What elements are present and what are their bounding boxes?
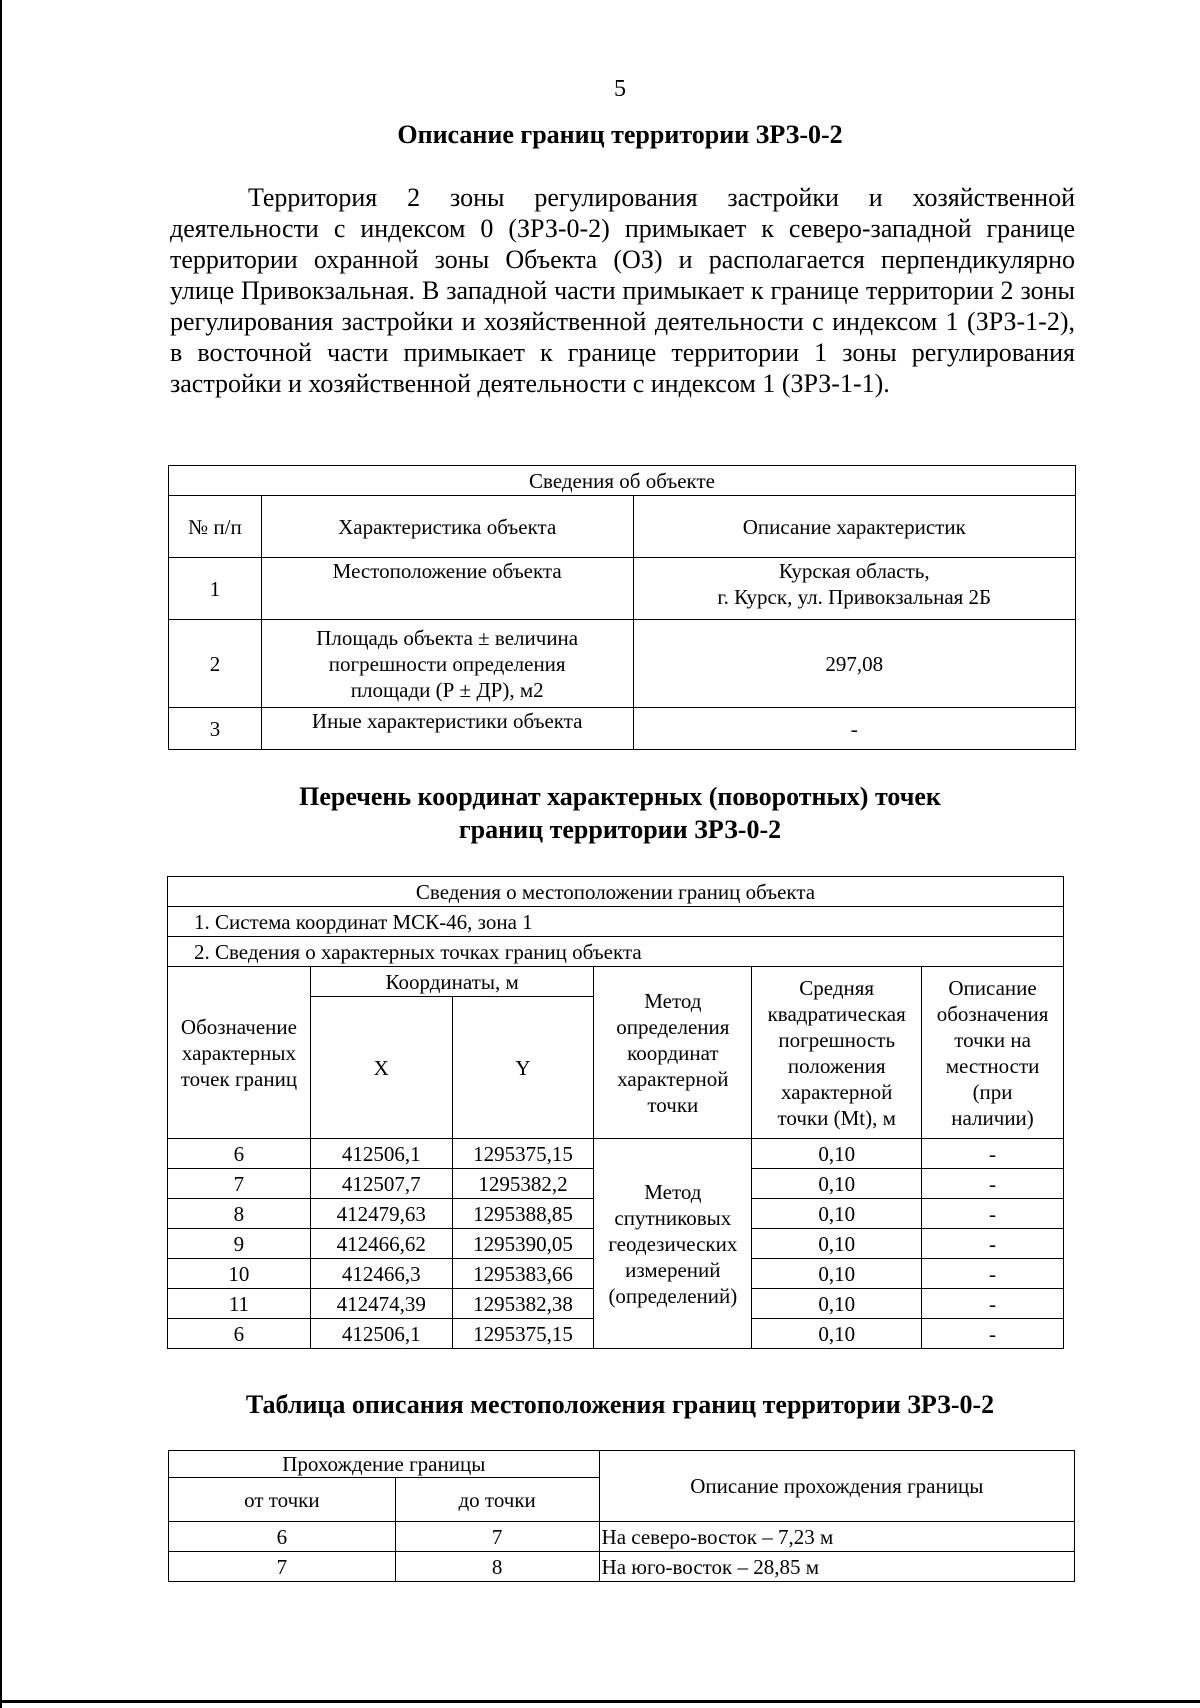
header-line: Описание [948, 975, 1037, 1000]
method-value [594, 1139, 752, 1349]
header-method [594, 967, 752, 1139]
passage-to: 8 [395, 1552, 599, 1582]
point-x: 412507,7 [310, 1169, 452, 1199]
point-y: 1295390,05 [452, 1229, 594, 1259]
desc-line: Курская область, [778, 559, 930, 583]
header-line: точки на [954, 1027, 1031, 1052]
header-line: точек границ [180, 1066, 298, 1091]
point-desc: - [922, 1259, 1064, 1289]
point-desc: - [922, 1229, 1064, 1259]
passage-to: 7 [395, 1522, 599, 1552]
header-line: характерной [781, 1079, 893, 1104]
point-id: 7 [168, 1169, 311, 1199]
point-mt: 0,10 [752, 1319, 922, 1349]
boundary-passage-table [168, 1450, 1075, 1582]
section-title-coordinates-line2: границ территории ЗРЗ-0-2 [458, 815, 782, 844]
passage-desc: На северо-восток – 7,23 м [599, 1522, 1074, 1552]
header-line: Обозначение [180, 1014, 297, 1039]
point-y: 1295388,85 [452, 1199, 594, 1229]
header-from: от точки [169, 1478, 396, 1522]
row-characteristic: Иные характеристики объекта [261, 708, 633, 750]
header-line: Метод [644, 988, 702, 1013]
header-line: точки (Mt), м [777, 1105, 896, 1130]
row-characteristic [261, 620, 633, 708]
method-line: Метод [644, 1179, 702, 1204]
header-line: наличии) [951, 1105, 1034, 1130]
section-title-boundaries: Описание границ территории ЗРЗ-0-2 [397, 120, 843, 149]
header-line: погрешность [778, 1027, 896, 1052]
point-x: 412466,3 [310, 1259, 452, 1289]
passage-from: 7 [169, 1552, 396, 1582]
header-line: Средняя [799, 975, 875, 1000]
coordinates-caption: Сведения о местоположении границ объекта [168, 877, 1064, 907]
header-x: X [310, 997, 452, 1139]
point-id: 9 [168, 1229, 311, 1259]
header-line: характерной [617, 1066, 729, 1091]
page-number: 5 [614, 76, 626, 102]
point-x: 412506,1 [310, 1319, 452, 1349]
row-num: 2 [169, 620, 262, 708]
table-row [169, 620, 1076, 708]
header-to: до точки [395, 1478, 599, 1522]
header-line: координат [627, 1040, 719, 1065]
header-line: обозначения [936, 1001, 1049, 1026]
method-line: измерений [625, 1257, 721, 1282]
row-description: 297,08 [633, 620, 1076, 708]
section-title-coordinates-line1: Перечень координат характерных (поворотных) точек [299, 782, 941, 811]
header-passage-description: Описание прохождения границы [599, 1451, 1074, 1522]
point-mt: 0,10 [752, 1199, 922, 1229]
point-mt: 0,10 [752, 1289, 922, 1319]
point-x: 412474,39 [310, 1289, 452, 1319]
point-id: 11 [168, 1289, 311, 1319]
header-y: Y [452, 997, 594, 1139]
passage-from: 6 [169, 1522, 396, 1552]
table-row [169, 708, 1076, 750]
point-mt: 0,10 [752, 1259, 922, 1289]
point-desc: - [922, 1289, 1064, 1319]
header-line: (при [972, 1079, 1013, 1104]
point-x: 412479,63 [310, 1199, 452, 1229]
point-id: 6 [168, 1139, 311, 1169]
point-x: 412466,62 [310, 1229, 452, 1259]
header-line: характерных [181, 1040, 296, 1065]
row-num: 3 [169, 708, 262, 750]
point-y: 1295382,2 [452, 1169, 594, 1199]
header-error [752, 967, 922, 1139]
table-row [169, 1552, 1075, 1582]
point-desc: - [922, 1199, 1064, 1229]
point-x: 412506,1 [310, 1139, 452, 1169]
header-line: квадратическая [767, 1001, 906, 1026]
table-row [168, 1139, 1064, 1169]
char-line: Площадь объекта ± величина [316, 625, 579, 650]
point-mt: 0,10 [752, 1139, 922, 1169]
method-line: геодезических [608, 1231, 738, 1256]
points-caption: 2. Сведения о характерных точках границ объекта [168, 937, 1064, 967]
desc-line: г. Курск, ул. Привокзальная 2Б [717, 585, 992, 609]
header-characteristic: Характеристика объекта [261, 496, 633, 558]
header-line: определения [616, 1014, 730, 1039]
row-description: - [633, 708, 1076, 750]
header-designation [168, 967, 311, 1139]
object-info-table [168, 465, 1076, 750]
coordinates-table [167, 876, 1064, 1349]
point-desc: - [922, 1139, 1064, 1169]
header-coordinates: Координаты, м [310, 967, 594, 997]
point-y: 1295375,15 [452, 1319, 594, 1349]
point-desc: - [922, 1169, 1064, 1199]
section-title-location-table: Таблица описания местоположения границ территории ЗРЗ-0-2 [245, 1390, 995, 1419]
passage-desc: На юго-восток – 28,85 м [599, 1552, 1074, 1582]
header-passage: Прохождение границы [169, 1451, 600, 1478]
point-y: 1295375,15 [452, 1139, 594, 1169]
page-edge-bottom [0, 1700, 1200, 1703]
table-row [169, 1522, 1075, 1552]
method-line: (определений) [608, 1283, 738, 1308]
row-num: 1 [169, 558, 262, 620]
description-paragraph: Территория 2 зоны регулирования застройки и хозяйственной деятельности с индексом 0 (ЗРЗ-0-2) примыкает к северо-западной границе территории охранной зоны Объекта (ОЗ) и располагается перпендикулярно улице Привокзальная. В западной части примыкает к границе территории 2 зоны регулирования застройки и хозяйственной деятельности с индексом 1 (ЗРЗ-1-2), в восточной части примыкает к границе территории 1 зоны регулирования застройки и хозяйственной деятельности с индексом 1 (ЗРЗ-1-1). [170, 183, 1075, 398]
method-line: спутниковых [614, 1205, 732, 1230]
char-line: погрешности определения [328, 651, 566, 676]
table-row [169, 558, 1076, 620]
header-num: № п/п [169, 496, 262, 558]
coordinate-system: 1. Система координат МСК-46, зона 1 [168, 907, 1064, 937]
point-id: 10 [168, 1259, 311, 1289]
header-description: Описание характеристик [633, 496, 1076, 558]
header-point-description [922, 967, 1064, 1139]
header-line: точки [647, 1092, 699, 1117]
header-line: местности [945, 1053, 1040, 1078]
row-description [633, 558, 1076, 620]
char-line: площади (Р ± ДР), м2 [350, 677, 544, 702]
point-y: 1295382,38 [452, 1289, 594, 1319]
point-mt: 0,10 [752, 1169, 922, 1199]
page-edge-left [0, 0, 2, 1708]
point-desc: - [922, 1319, 1064, 1349]
point-id: 8 [168, 1199, 311, 1229]
row-characteristic: Местоположение объекта [261, 558, 633, 620]
point-y: 1295383,66 [452, 1259, 594, 1289]
point-id: 6 [168, 1319, 311, 1349]
header-line: положения [787, 1053, 886, 1078]
point-mt: 0,10 [752, 1229, 922, 1259]
object-info-caption: Сведения об объекте [169, 466, 1076, 496]
